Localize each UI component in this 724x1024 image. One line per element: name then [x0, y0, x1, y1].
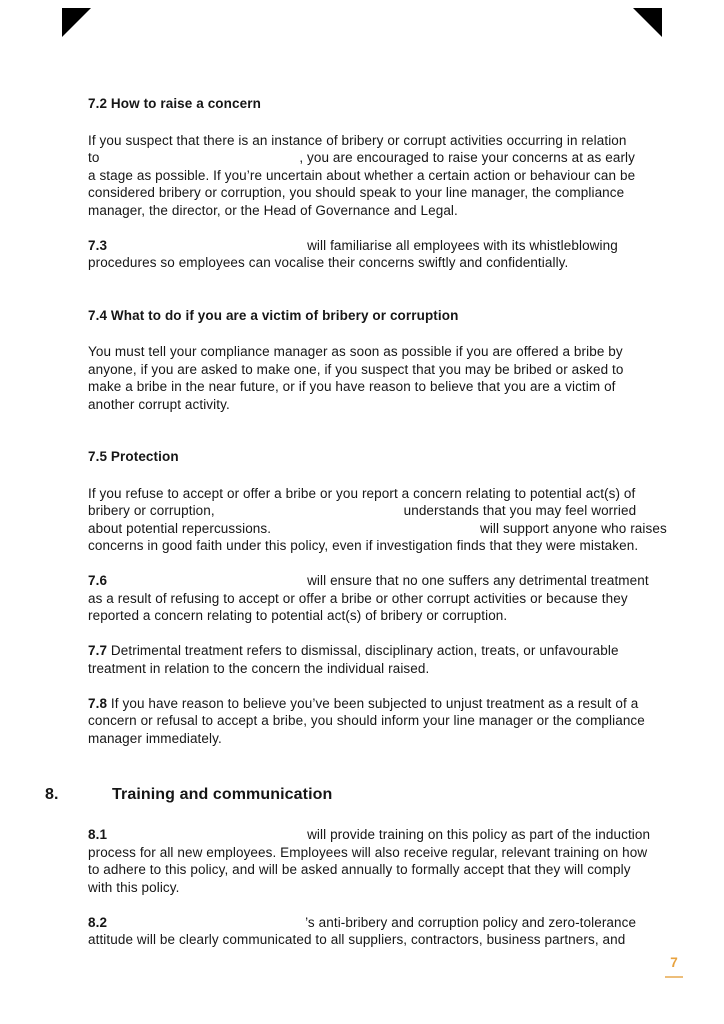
clause-paragraph [88, 914, 666, 949]
text-line [88, 502, 666, 520]
text-segment: to [88, 150, 104, 165]
clause-subheading [88, 95, 666, 113]
corner-fold-right-decoration [633, 8, 662, 37]
clause-number: 7.2 How to raise a concern [88, 96, 261, 111]
clause-paragraph [88, 237, 666, 272]
text-segment: a stage as possible. If you’re uncertain about whether a certain action or behaviour can be [88, 167, 636, 183]
text-segment: another corrupt activity. [88, 396, 230, 412]
text-line [88, 607, 666, 625]
text-segment: bribery or corruption, [88, 503, 219, 518]
text-segment: , you are encouraged to raise your concerns at as early [299, 150, 635, 165]
text-line [88, 660, 666, 678]
page-number: 7 [670, 955, 678, 970]
company-name-blank [275, 532, 480, 533]
text-segment: will support anyone who raises [479, 520, 667, 536]
text-segment: understands that you may feel worried [403, 503, 637, 518]
text-line [88, 184, 666, 202]
clause-subheading [88, 307, 666, 325]
company-name-blank [107, 838, 307, 839]
text-line [88, 695, 666, 713]
text-segment: ’s anti-bribery and corruption policy and zero-tolerance [305, 914, 637, 930]
text-line [88, 132, 666, 150]
section-title: Training and communication [112, 786, 333, 803]
clause-number: 7.5 Protection [88, 449, 179, 464]
text-line [88, 485, 666, 503]
text-line [88, 167, 666, 185]
text-segment: treatment in relation to the concern the individual raised. [88, 660, 430, 676]
text-segment: attitude will be clearly communicated to all suppliers, contractors, business partners, and [88, 932, 626, 947]
text-segment: Detrimental treatment refers to dismissal, disciplinary action, treats, or unfavourable [107, 643, 619, 658]
text-line [88, 149, 666, 167]
clause-paragraph [88, 642, 666, 677]
text-line [88, 914, 666, 932]
page-number-underline [665, 976, 683, 978]
text-segment: concerns in good faith under this policy, even if investigation finds that they were mistaken. [88, 538, 639, 553]
text-line [88, 879, 666, 897]
text-segment: with this policy. [88, 879, 180, 895]
clause-number: 8.1 [88, 827, 108, 842]
text-segment: to adhere to this policy, and will be asked annually to formally accept that they will comply [88, 862, 631, 877]
text-line [88, 730, 666, 748]
text-segment: If you have reason to believe you’ve been subjected to unjust treatment as a result of a [107, 695, 639, 711]
clause-number: 7.3 [88, 237, 108, 253]
company-name-blank [107, 249, 307, 250]
company-name-blank [103, 161, 299, 162]
text-line [88, 590, 666, 608]
text-line [88, 396, 666, 414]
text-segment: about potential repercussions. [88, 520, 275, 536]
section-number: 8. [45, 786, 59, 803]
text-line [88, 520, 666, 538]
text-segment: process for all new employees. Employees will also receive regular, relevant training on how [88, 844, 648, 860]
text-line [88, 537, 666, 555]
text-line [88, 931, 666, 949]
text-segment: concern or refusal to accept a bribe, you should inform your line manager or the compliance [88, 713, 645, 728]
clause-subheading [88, 448, 666, 466]
text-segment: will provide training on this policy as part of the induction [307, 827, 651, 842]
text-line [88, 826, 666, 844]
text-line [88, 307, 666, 325]
clause-number: 7.4 What to do if you are a victim of bribery or corruption [88, 307, 459, 323]
text-line [88, 448, 666, 466]
text-line [88, 254, 666, 272]
section-heading [45, 784, 666, 806]
clause-paragraph [88, 132, 666, 220]
clause-paragraph [88, 826, 666, 896]
text-segment: If you refuse to accept or offer a bribe or you report a concern relating to potential act(s) of [88, 485, 636, 501]
text-line [88, 844, 666, 862]
clause-paragraph [88, 485, 666, 555]
company-name-blank [107, 926, 305, 927]
clause-paragraph [88, 572, 666, 625]
clause-paragraph [88, 343, 666, 413]
text-line [88, 861, 666, 879]
text-line [88, 361, 666, 379]
text-segment: manager immediately. [88, 730, 222, 746]
clause-number: 7.8 [88, 695, 108, 711]
text-line [88, 378, 666, 396]
text-line [88, 572, 666, 590]
text-segment: procedures so employees can vocalise their concerns swiftly and confidentially. [88, 255, 569, 270]
text-segment: anyone, if you are asked to make one, if you suspect that you may be bribed or asked to [88, 361, 624, 377]
text-segment: If you suspect that there is an instance of bribery or corrupt activities occurring in relation [88, 132, 627, 148]
text-segment: considered bribery or corruption, you should speak to your line manager, the compliance [88, 185, 625, 200]
corner-fold-left-decoration [62, 8, 91, 37]
company-name-blank [219, 514, 404, 515]
text-line [88, 642, 666, 660]
text-line [88, 343, 666, 361]
text-line [88, 237, 666, 255]
text-segment: make a bribe in the near future, or if you have reason to believe that you are a victim of [88, 379, 616, 394]
text-segment: as a result of refusing to accept or offer a bribe or other corrupt activities or because they [88, 590, 628, 606]
text-line [88, 202, 666, 220]
text-segment: will familiarise all employees with its whistleblowing [307, 237, 618, 253]
clause-number: 7.7 [88, 643, 108, 658]
text-segment: will ensure that no one suffers any detrimental treatment [307, 573, 649, 588]
text-line [88, 712, 666, 730]
page-footer [663, 955, 685, 978]
clause-number: 7.6 [88, 573, 108, 588]
document-content [45, 95, 667, 966]
text-segment: reported a concern relating to potential act(s) of bribery or corruption. [88, 608, 508, 623]
clause-number: 8.2 [88, 914, 108, 930]
company-name-blank [107, 584, 307, 585]
text-line [88, 95, 666, 113]
text-segment: You must tell your compliance manager as soon as possible if you are offered a bribe by [88, 344, 623, 359]
clause-paragraph [88, 695, 666, 748]
text-segment: manager, the director, or the Head of Governance and Legal. [88, 202, 458, 218]
